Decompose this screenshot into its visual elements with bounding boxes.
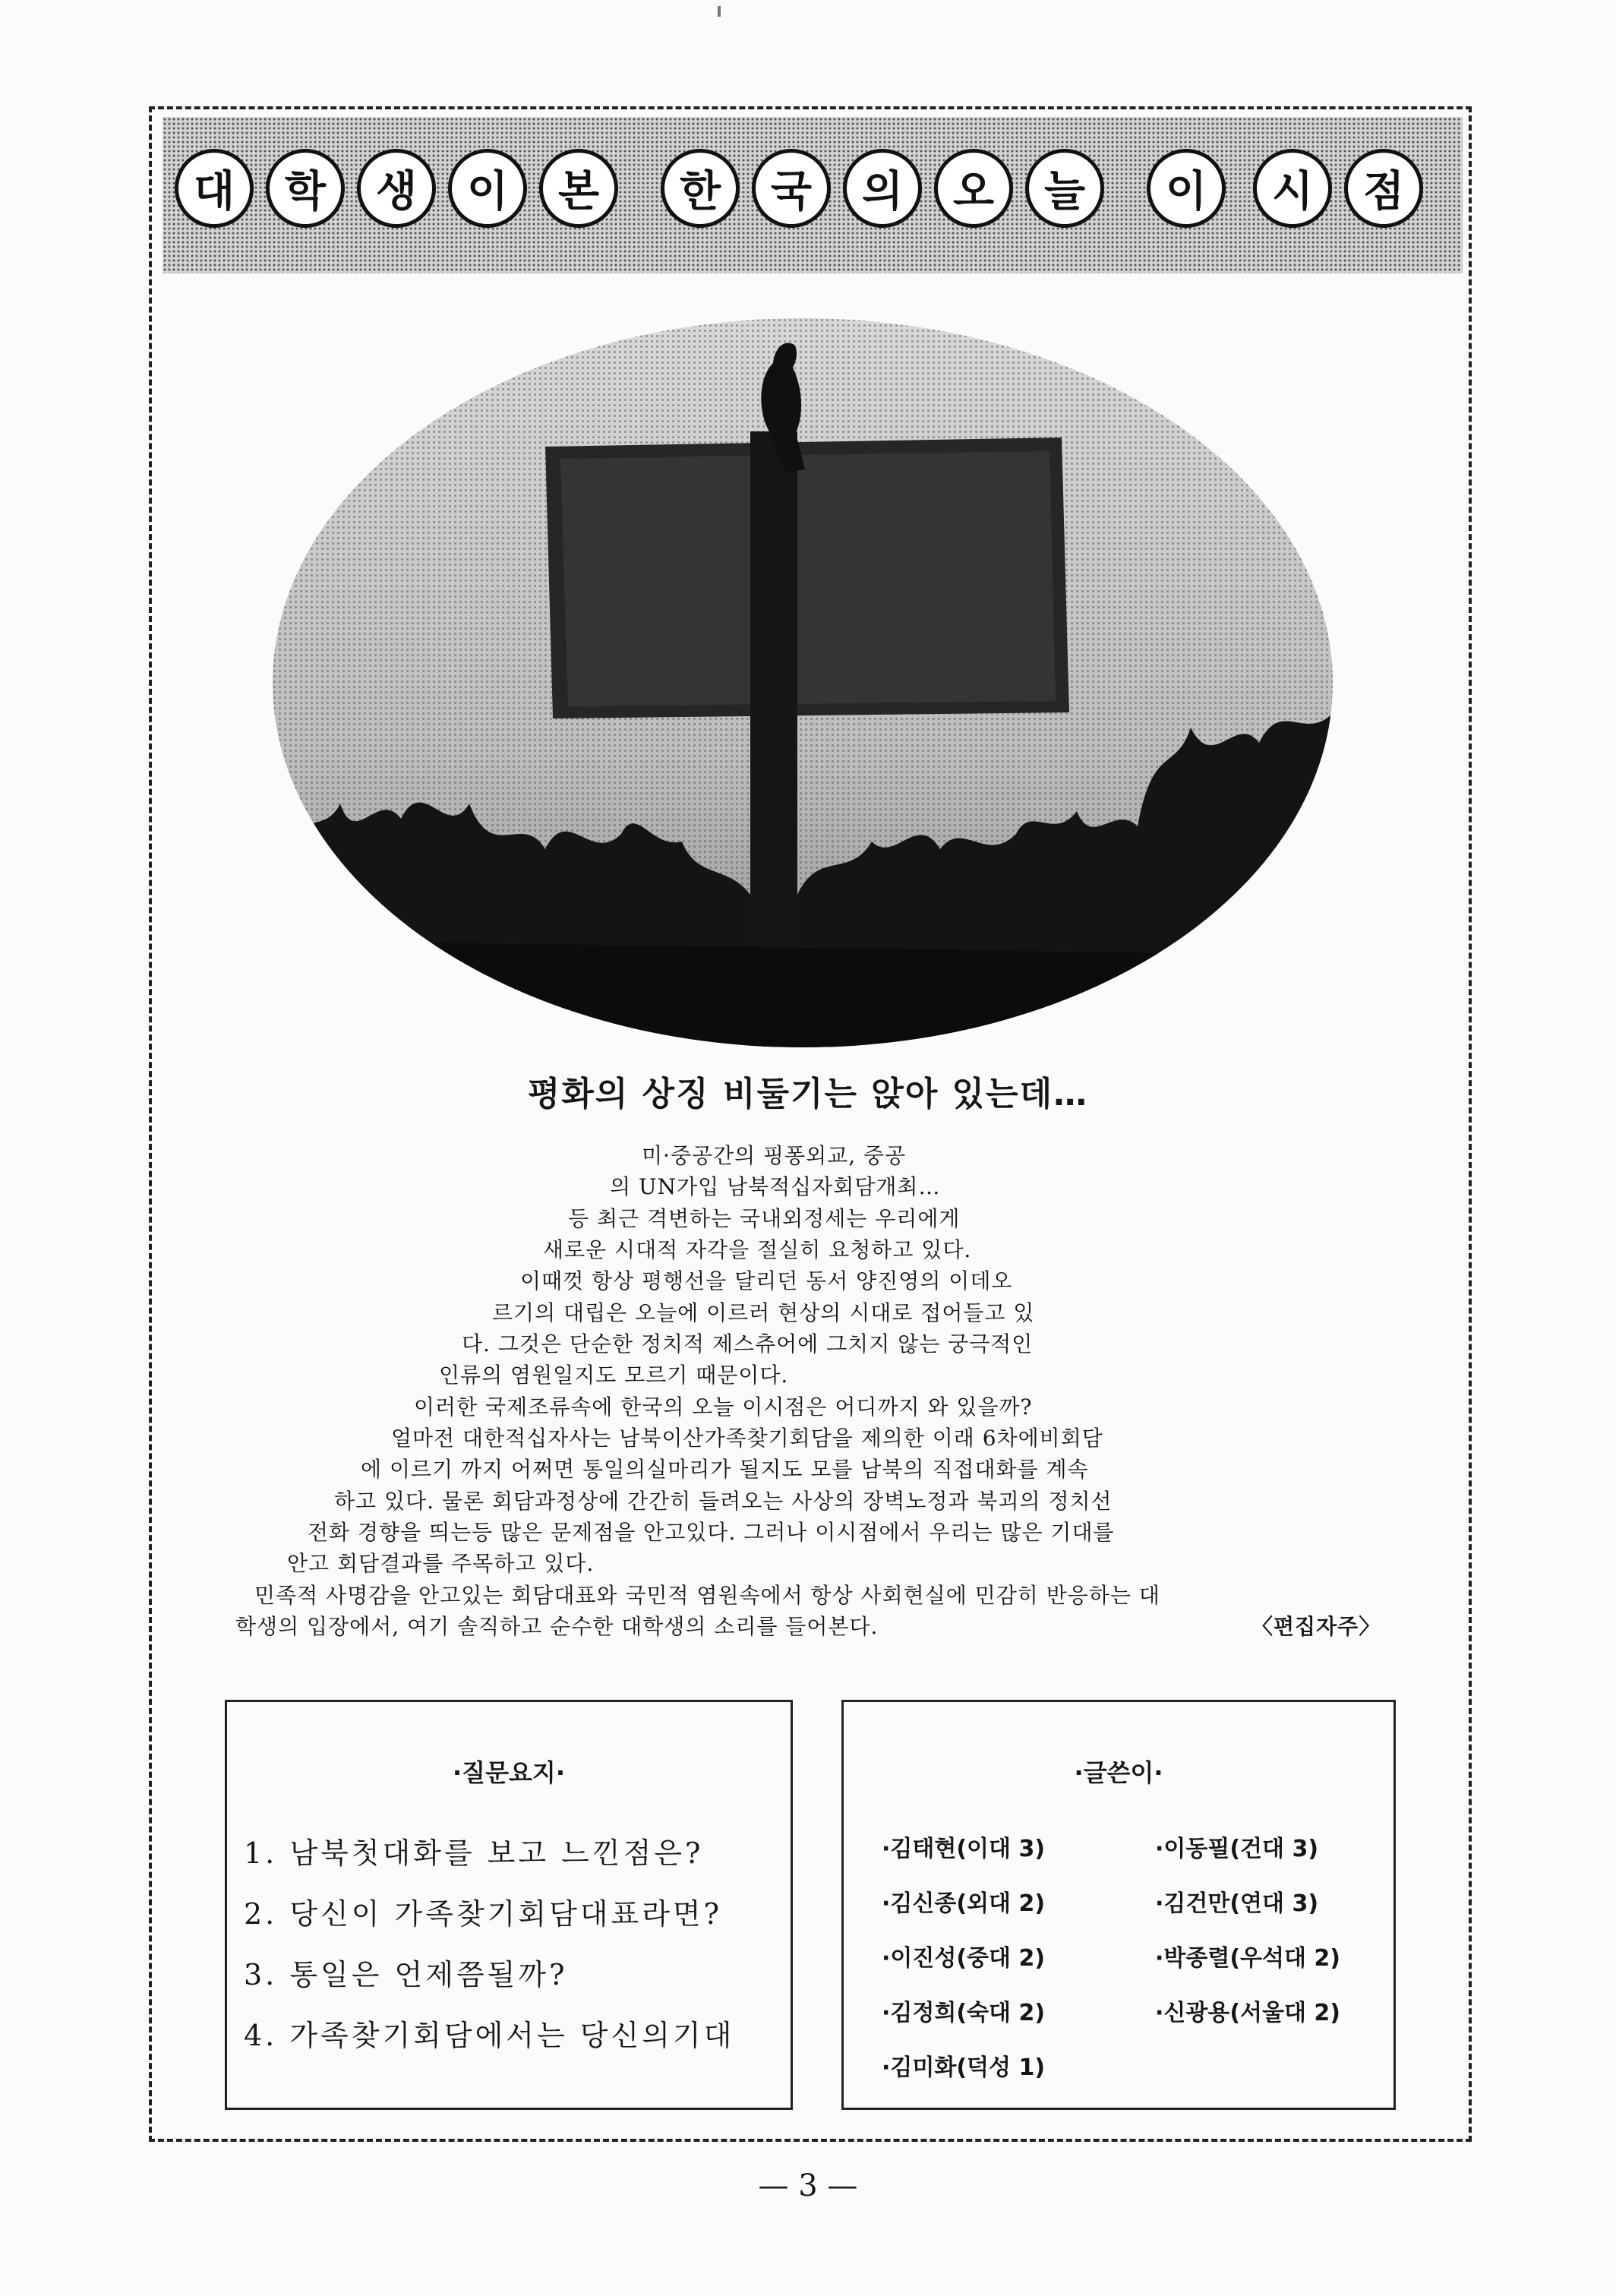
intro-line: 다. 그것은 단순한 정치적 제스츄어에 그치지 않는 궁극적인 (462, 1331, 1034, 1356)
title-banner-row (175, 149, 1450, 242)
scan-mark (718, 6, 721, 17)
intro-line: 이때껏 항상 평행선을 달리던 동서 양진영의 이데오 (520, 1268, 1013, 1293)
writer-entry: ·이진성(중대 2) (882, 1945, 1046, 1972)
writer-entry: ·박종렬(우석대 2) (1155, 1945, 1341, 1972)
title-char: 점 (1344, 149, 1423, 228)
intro-line: 인류의 염원일지도 모르기 때문이다. (439, 1363, 789, 1388)
title-char: 국 (752, 149, 831, 228)
intro-line: 얼마전 대한적십자사는 남북이산가족찾기회담을 제의한 이래 6차에비회담 (391, 1426, 1103, 1451)
page-number: — 3 — (758, 2168, 858, 2203)
title-char: 이 (1147, 149, 1226, 228)
title-char: 한 (661, 149, 740, 228)
writer-entry: ·이동필(건대 3) (1155, 1836, 1319, 1862)
question-item: 2. 당신이 가족찾기회담대표라면? (244, 1897, 722, 1931)
intro-line: 미·중공간의 핑퐁외교, 중공 (642, 1143, 907, 1168)
intro-line: 새로운 시대적 자각을 절실히 요청하고 있다. (543, 1237, 972, 1262)
writer-entry: ·김정희(숙대 2) (882, 2000, 1046, 2026)
writer-entry: ·김건만(연대 3) (1155, 1890, 1319, 1917)
intro-line: 등 최근 격변하는 국내외정세는 우리에게 (568, 1206, 961, 1231)
intro-line: 이러한 국제조류속에 한국의 오늘 이시점은 어디까지 와 있을까? (414, 1394, 1033, 1420)
intro-line: 학생의 입장에서, 여기 솔직하고 순수한 대학생의 소리를 들어본다. (235, 1614, 879, 1639)
intro-line: 하고 있다. 물론 회담과정상에 간간히 들려오는 사상의 장벽노정과 북괴의 정치선 (334, 1489, 1113, 1514)
dove-on-signpost-photo (272, 317, 1334, 1048)
title-char: 시 (1253, 149, 1332, 228)
title-char: 대 (175, 149, 254, 228)
intro-line: 에 이르기 까지 어쩌면 통일의실마리가 될지도 모를 남북의 직접대화를 계속 (361, 1457, 1089, 1482)
title-char: 늘 (1025, 149, 1104, 228)
question-item: 3. 통일은 언제쯤될까? (244, 1958, 568, 1991)
title-char: 학 (266, 149, 345, 228)
title-char: 본 (539, 149, 618, 228)
writer-entry: ·신광용(서울대 2) (1155, 2000, 1341, 2026)
photo-caption: 평화의 상징 비둘기는 앉아 있는데… (527, 1075, 1089, 1113)
writer-entry: ·김신종(외대 2) (882, 1890, 1046, 1917)
writers-box (841, 1700, 1396, 2110)
title-char: 의 (843, 149, 922, 228)
question-item: 1. 남북첫대화를 보고 느낀점은? (244, 1836, 704, 1870)
title-char: 오 (934, 149, 1013, 228)
editor-note: 〈편집자주〉 (1251, 1614, 1381, 1639)
intro-line: 르기의 대립은 오늘에 이르러 현상의 시대로 접어들고 있 (492, 1300, 1035, 1325)
writer-entry: ·김태현(이대 3) (882, 1836, 1046, 1862)
question-item: 4. 가족찾기회담에서는 당신의기대 (244, 2019, 735, 2052)
questions-title: ·질문요지· (453, 1758, 565, 1787)
title-char: 생 (357, 149, 436, 228)
questions-box (225, 1700, 793, 2110)
writer-entry: ·김미화(덕성 1) (882, 2054, 1046, 2081)
title-char: 이 (448, 149, 527, 228)
intro-line: 의 UN가입 남북적십자회담개최… (610, 1174, 941, 1199)
writers-title: ·글쓴이· (1074, 1758, 1163, 1787)
intro-line: 민족적 사명감을 안고있는 회담대표와 국민적 염원속에서 항상 사회현실에 민감히 반응하는 대 (254, 1583, 1160, 1608)
intro-line: 전화 경향을 띄는등 많은 문제점을 안고있다. 그러나 이시점에서 우리는 많은 기대를 (308, 1520, 1115, 1545)
intro-line: 안고 회담결과를 주목하고 있다. (287, 1551, 595, 1576)
